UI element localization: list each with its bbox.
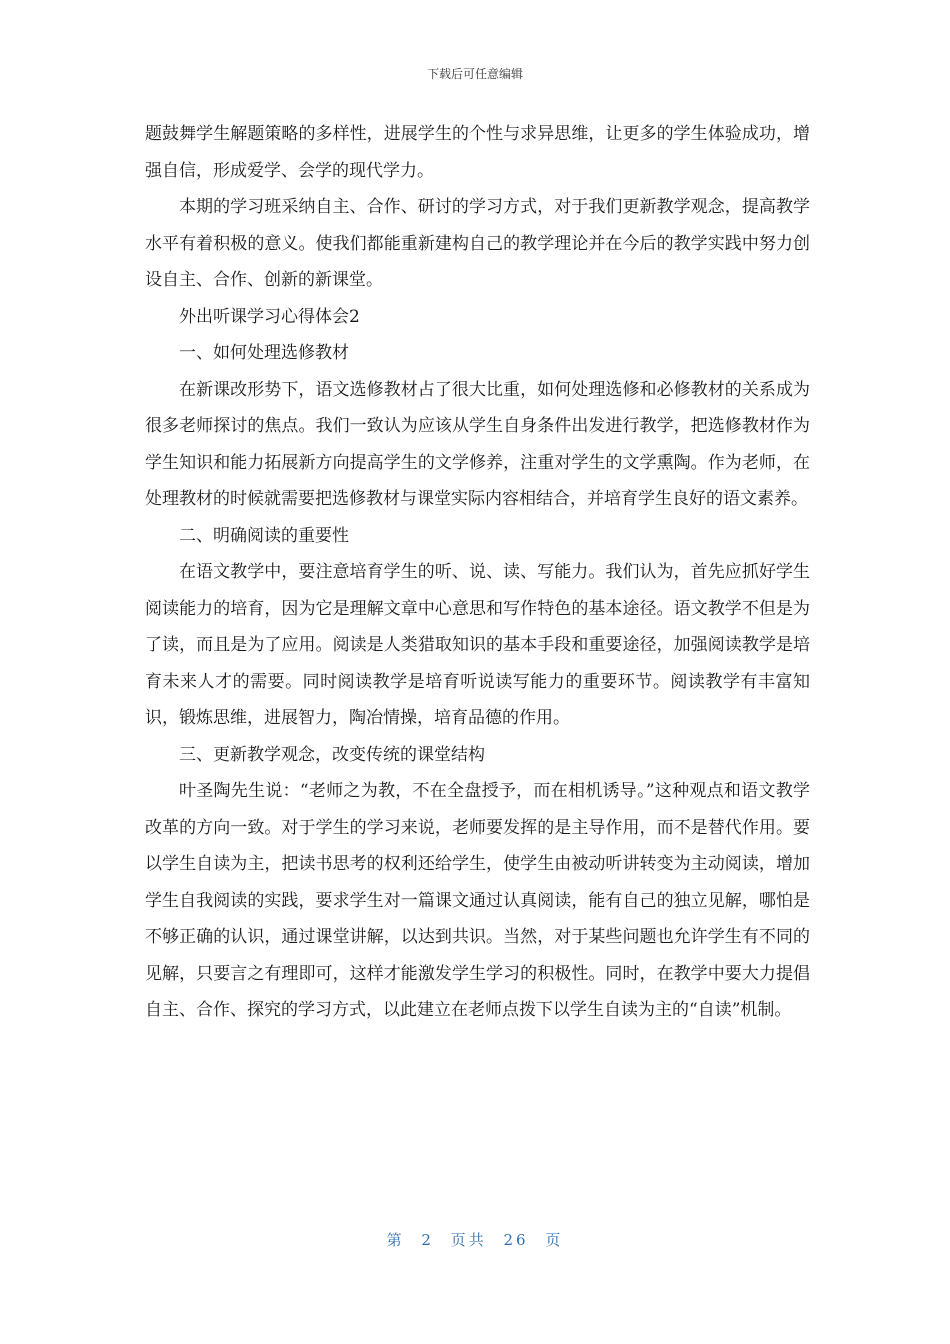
paragraph-continuation: 题鼓舞学生解题策略的多样性，进展学生的个性与求异思维，让更多的学生体验成功，增强自信，形成爱学、会学的现代学力。 <box>145 124 810 181</box>
heading-two: 二、明确阅读的重要性 <box>179 525 349 546</box>
paragraph-reading-importance: 在语文教学中，要注意培育学生的听、说、读、写能力。我们认为，首先应抓好学生阅读能力的培育，因为它是理解文章中心意思和写作特色的基本途径。语文教学不但是为了读，而且是为了应用。阅读是人类猎取知识的基本手段和重要途径，加强阅读教学是培育未来人才的需要。同时阅读教学是培育听说读写能力的重要环节。阅读教学有丰富知识，锻炼思维，进展智力，陶冶情操，培育品德的作用。 <box>145 562 810 728</box>
paragraph-teaching-concepts: 叶圣陶先生说：“老师之为教，不在全盘授予，而在相机诱导。”这种观点和语文教学改革的方向一致。对于学生的学习来说，老师要发挥的是主导作用，而不是替代作用。要以学生自读为主，把读书思考的权利还给学生，使学生由被动听讲转变为主动阅读，增加学生自我阅读的实践，要求学生对一篇课文通过认真阅读，能有自己的独立见解，哪怕是不够正确的认识，通过课堂讲解，以达到共识。当然，对于某些问题也允许学生有不同的见解，只要言之有理即可，这样才能激发学生学习的积极性。同时，在教学中要大力提倡自主、合作、探究的学习方式，以此建立在老师点拨下以学生自读为主的“自读”机制。 <box>145 781 810 1020</box>
page-number-footer: 第 2 页共 26 页 <box>386 1231 564 1249</box>
paragraph-elective-materials: 在新课改形势下，语文选修教材占了很大比重，如何处理选修和必修教材的关系成为很多老师探讨的焦点。我们一致认为应该从学生自身条件出发进行教学，把选修教材作为学生知识和能力拓展新方向提高学生的文学修养，注重对学生的文学熏陶。作为老师，在处理教材的时候就需要把选修教材与课堂实际内容相结合，并培育学生良好的语文素养。 <box>145 379 810 509</box>
heading-three: 三、更新教学观念，改变传统的课堂结构 <box>179 744 485 765</box>
page-header: 下载后可任意编辑 <box>426 67 523 81</box>
document-body <box>145 116 810 1029</box>
heading-one: 一、如何处理选修教材 <box>179 343 349 363</box>
paragraph-study-class: 本期的学习班采纳自主、合作、研讨的学习方式，对于我们更新教学观念，提高教学水平有着积极的意义。使我们都能重新建构自己的教学理论并在今后的教学实践中努力创设自主、合作、创新的新课堂。 <box>145 197 810 290</box>
section-title: 外出听课学习心得体会2 <box>179 306 360 327</box>
